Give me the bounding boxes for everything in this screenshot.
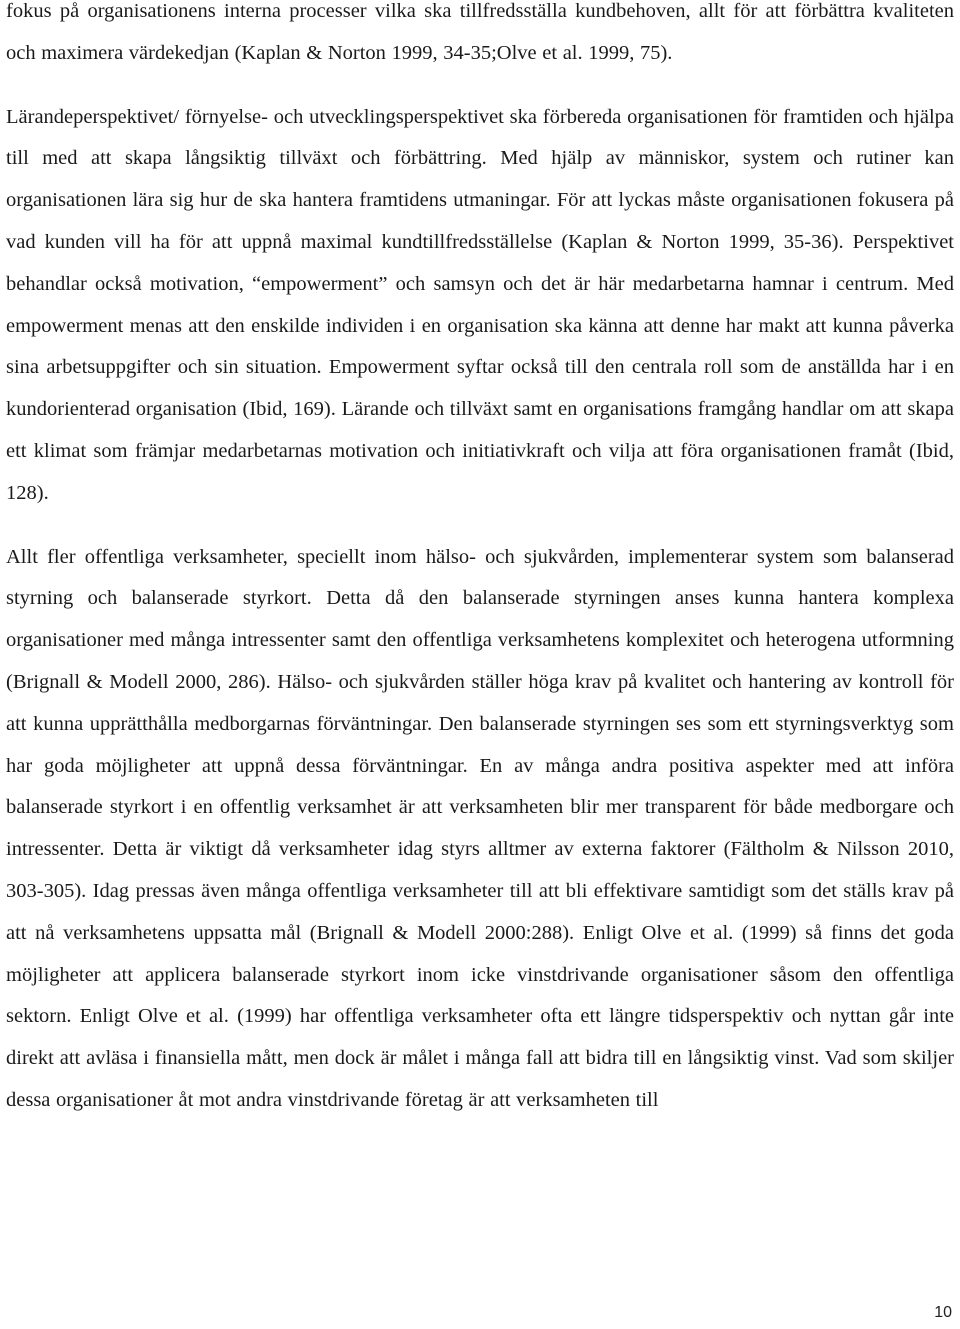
page-number: 10 (934, 1304, 952, 1321)
paragraph-3: Allt fler offentliga verksamheter, speciellt inom hälso- och sjukvården, implementerar system som balanserad styrning och balanserade styrkort. Detta då den balanserade styrningen anses kunna hantera komplexa organisationer med många intressenter samt den offentliga verksamhetens komplexitet och heterogena utformning (Brignall & Modell 2000, 286). Hälso- och sjukvården ställer höga krav på kvalitet och hantering av kontroll för att kunna upprätthålla medborgarnas förväntningar. Den balanserade styrningen ses som ett styrningsverktyg som har goda möjligheter att uppnå dessa förväntningar. En av många andra positiva aspekter med att införa balanserade styrkort i en offentlig verksamhet är att verksamheten blir mer transparent för både medborgare och intressenter. Detta är viktigt då verksamheter idag styrs alltmer av externa faktorer (Fältholm & Nilsson 2010, 303-305). Idag pressas även många offentliga verksamheter till att bli effektivare samtidigt som det ställs krav på att nå verksamhetens uppsatta mål (Brignall & Modell 2000:288). Enligt Olve et al. (1999) så finns det goda möjligheter att applicera balanserade styrkort inom icke vinstdrivande organisationer såsom den offentliga sektorn. Enligt Olve et al. (1999) har offentliga verksamheter ofta ett längre tidsperspektiv och nyttan går inte direkt att avläsa i finansiella mått, men dock är målet i många fall att bidra till en långsiktig vinst. Vad som skiljer dessa organisationer åt mot andra vinstdrivande företag är att verksamheten till (6, 545, 954, 1111)
document-page (6, 0, 954, 1122)
paragraph-1: fokus på organisationens interna processer vilka ska tillfredsställa kundbehoven, allt för att förbättra kvaliteten och maximera värdekedjan (Kaplan & Norton 1999, 34-35;Olve et al. 1999, 75). (6, 0, 954, 64)
paragraph-2: Lärandeperspektivet/ förnyelse- och utvecklingsperspektivet ska förbereda organisationen för framtiden och hjälpa till med att skapa långsiktig tillväxt och förbättring. Med hjälp av människor, system och rutiner kan organisationen lära sig hur de ska hantera framtidens utmaningar. För att lyckas måste organisationen fokusera på vad kunden vill ha för att uppnå maximal kundtillfredsställelse (Kaplan & Norton 1999, 35-36). Perspektivet behandlar också motivation, “empowerment” och samsyn och det är här medarbetarna hamnar i centrum. Med empowerment menas att den enskilde individen i en organisation ska känna att denne har makt att kunna påverka sina arbetsuppgifter och sin situation. Empowerment syftar också till den centrala roll som de anställda har i en kundorienterad organisation (Ibid, 169). Lärande och tillväxt samt en organisations framgång handlar om att skapa ett klimat som främjar medarbetarnas motivation och initiativkraft och vilja att föra organisationen framåt (Ibid, 128). (6, 105, 954, 504)
